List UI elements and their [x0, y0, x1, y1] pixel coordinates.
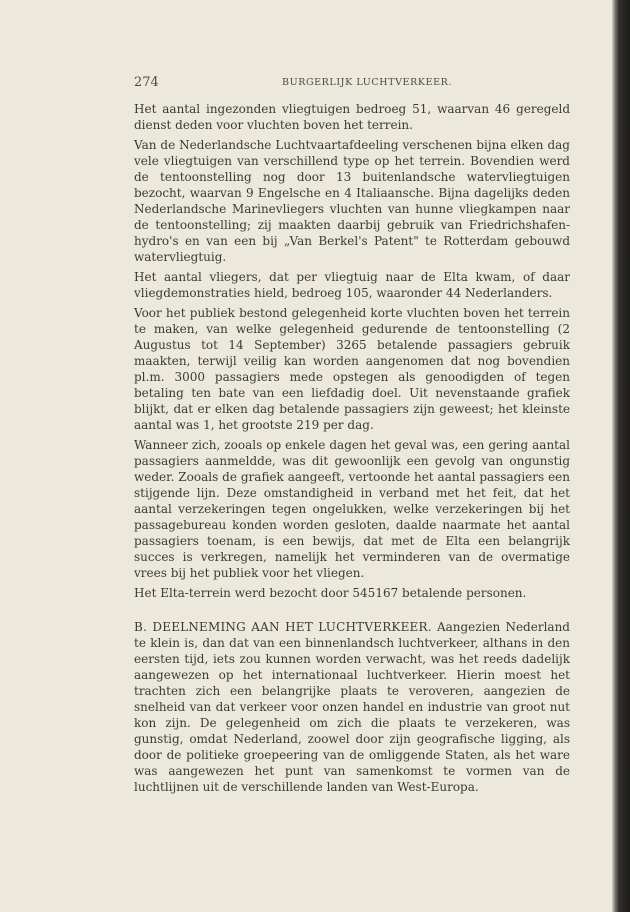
- page-number: 274: [134, 75, 159, 90]
- section-heading: B. DEELNEMING AAN HET LUCHTVERKEER.: [134, 620, 432, 634]
- paragraph: Het Elta-terrein werd bezocht door 545167 betalende personen.: [134, 586, 527, 600]
- section-b-paragraph: [134, 619, 570, 795]
- section-b-text: Aangezien Nederland te klein is, dan dat van een binnenlandsch luchtverkeer, althans in den eersten tijd, iets zou kunnen worden verwacht, was het reeds dadelijk aangewezen op het internationaal luchtverkeer. Hierin moest het trachten zich een belangrijke plaats te veroveren, aangezien de snelheid van dat verkeer voor onzen handel en industrie van groot nut kon zijn. De gelegenheid om zich die plaats te verzekeren, was gunstig, omdat Nederland, zoowel door zijn geografische ligging, als door de politieke groepeering van de omliggende Staten, als het ware was aangewezen het punt van samenkomst te vormen van de luchtlijnen uit de verschillende landen van West-Europa.: [134, 620, 570, 794]
- paragraph: Wanneer zich, zooals op enkele dagen het geval was, een gering aantal passagiers aanmeldde, was dit gewoonlijk een gevolg van ongunstig weder. Zooals de grafiek aangeeft, vertoonde het aantal passagiers een stijgende lijn. Deze omstandigheid in verband met het feit, dat het aantal verzekeringen tegen ongelukken, welke verzekeringen bij het passagebureau konden worden gesloten, daalde naarmate het aantal passagiers toenam, is een bewijs, dat met de Elta een belangrijk succes is verkregen, namelijk het verminderen van de overmatige vrees bij het publiek voor het vliegen.: [134, 438, 570, 580]
- running-head: BURGERLIJK LUCHTVERKEER.: [282, 77, 452, 88]
- paragraph: Het aantal vliegers, dat per vliegtuig naar de Elta kwam, of daar vliegdemonstraties hield, bedroeg 105, waaronder 44 Nederlanders.: [134, 270, 570, 300]
- body-text: [134, 101, 570, 799]
- paragraph: Het aantal ingezonden vliegtuigen bedroeg 51, waarvan 46 geregeld dienst deden voor vluchten boven het terrein.: [134, 102, 570, 132]
- paragraph: Van de Nederlandsche Luchtvaartafdeeling verschenen bijna elken dag vele vliegtuigen van verschillend type op het terrein. Bovendien werd de tentoonstelling nog door 13 buitenlandsche watervliegtuigen bezocht, waarvan 9 Engelsche en 4 Italiaansche. Bijna dagelijks deden Nederlandsche Marinevliegers vluchten van hunne vliegkampen naar de tentoonstelling; zij maakten daarbij gebruik van Friedrichshafen-hydro's en van een bij „Van Berkel's Patent" te Rotterdam gebouwd watervliegtuig.: [134, 138, 570, 264]
- page-header: [134, 75, 570, 91]
- page-edge-shadow: [612, 0, 630, 912]
- paragraph: Voor het publiek bestond gelegenheid korte vluchten boven het terrein te maken, van welke gelegenheid gedurende de tentoonstelling (2 Augustus tot 14 September) 3265 betalende passagiers gebruik maakten, terwijl veilig kan worden aangenomen dat nog bovendien pl.m. 3000 passagiers mede opstegen als genoodigden of tegen betaling ten bate van een liefdadig doel. Uit nevenstaande grafiek blijkt, dat er elken dag betalende passagiers zijn geweest; het kleinste aantal was 1, het grootste 219 per dag.: [134, 306, 570, 432]
